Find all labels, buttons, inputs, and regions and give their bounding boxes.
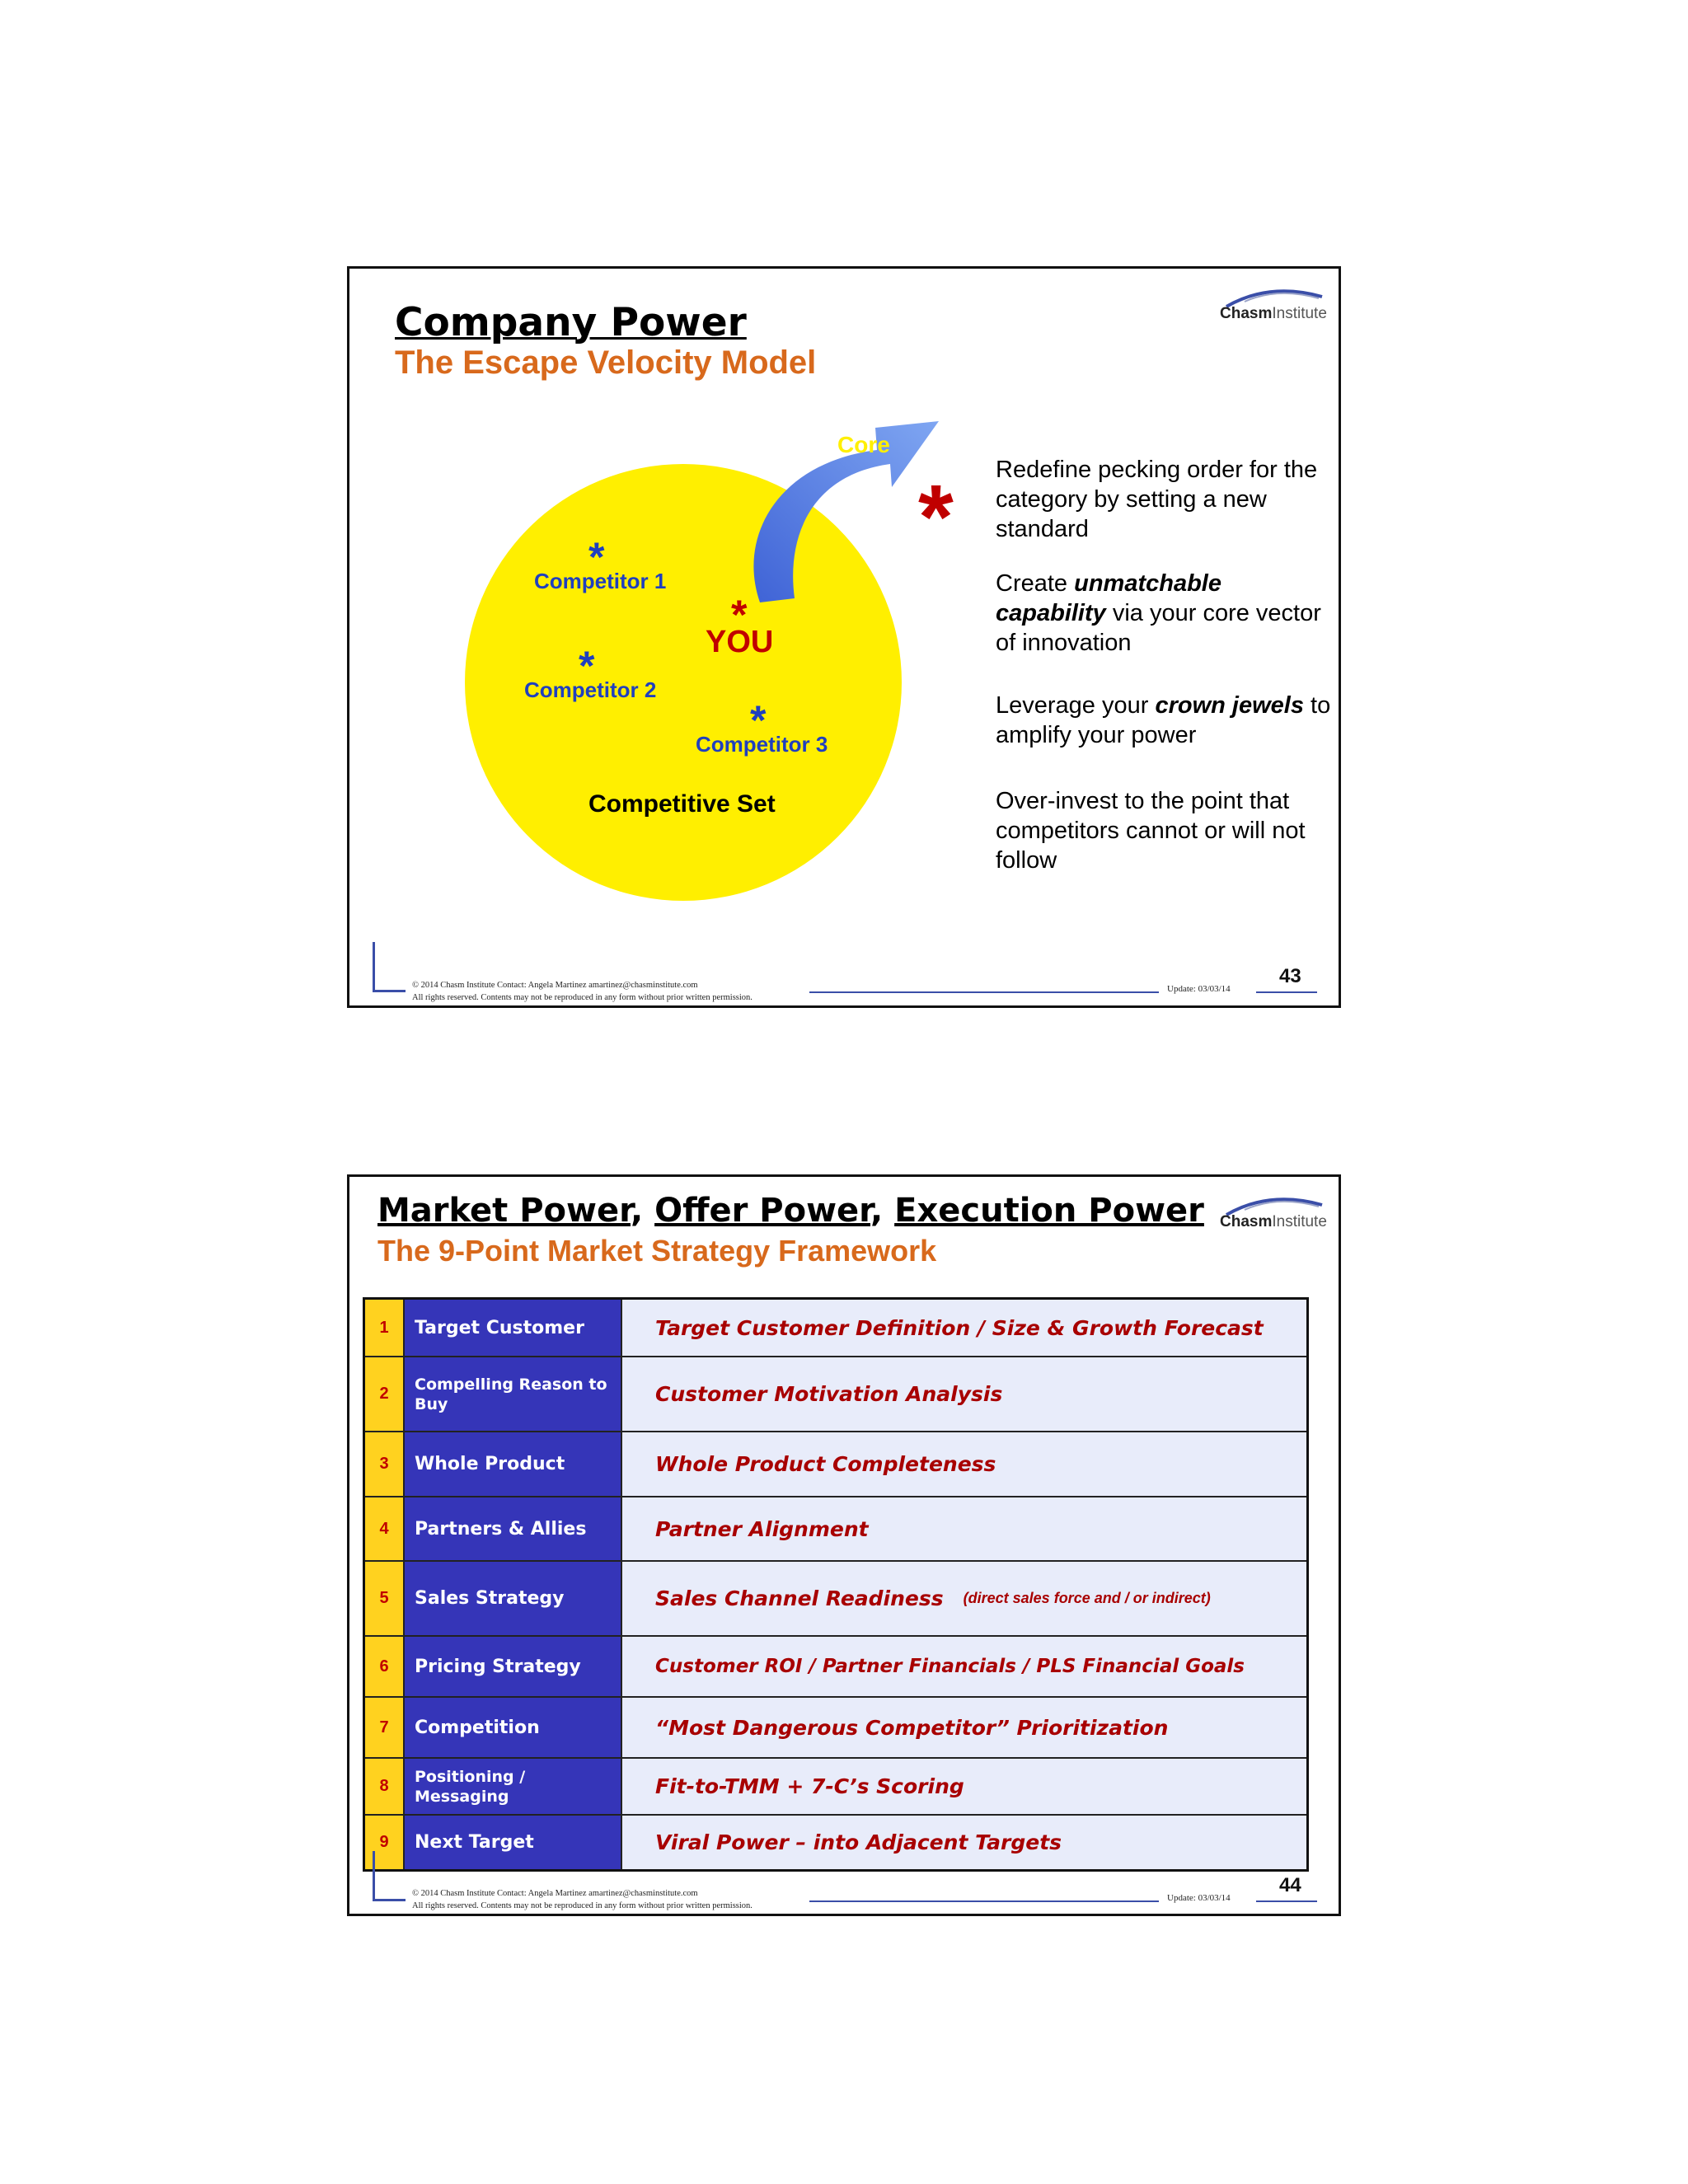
red-star-icon: * bbox=[918, 466, 954, 568]
competitor2-star-icon: * bbox=[579, 643, 595, 689]
competitor1-label: Competitor 1 bbox=[534, 569, 667, 593]
core-label: Core bbox=[837, 432, 890, 457]
competitive-set-label: Competitive Set bbox=[588, 790, 776, 818]
bullet-unmatchable: Create unmatchable capability via your core vector of innovation bbox=[996, 570, 1321, 656]
table-row bbox=[365, 1497, 1306, 1562]
logo-text-light: Institute bbox=[1272, 1213, 1327, 1230]
row-label: Competition bbox=[405, 1698, 622, 1757]
footer-update-date: Update: 03/03/14 bbox=[1167, 984, 1231, 994]
row-label: Compelling Reason to Buy bbox=[405, 1357, 622, 1431]
page-title: Company Power bbox=[395, 300, 747, 345]
row-description: Sales Channel Readiness (direct sales force and / or indirect) bbox=[622, 1562, 1306, 1635]
slide-market-strategy bbox=[347, 1174, 1341, 1916]
row-label: Positioning / Messaging bbox=[405, 1759, 622, 1814]
row-description: “Most Dangerous Competitor” Prioritization bbox=[622, 1698, 1306, 1757]
logo-text-bold: Chasm bbox=[1220, 1213, 1273, 1230]
row-note: (direct sales force and / or indirect) bbox=[963, 1590, 1211, 1606]
row-number: 7 bbox=[365, 1698, 405, 1757]
competitor3-star-icon: * bbox=[750, 697, 767, 743]
table-row bbox=[365, 1357, 1306, 1432]
table-row bbox=[365, 1562, 1306, 1637]
bullet-over-invest: Over-invest to the point that competitors cannot or will not follow bbox=[996, 788, 1306, 874]
logo-text-light: Institute bbox=[1272, 305, 1327, 322]
footer-rule bbox=[809, 991, 1159, 993]
chasm-institute-logo bbox=[1220, 1193, 1327, 1236]
row-description: Customer ROI / Partner Financials / PLS Financial Goals bbox=[622, 1637, 1306, 1696]
logo-text-bold: Chasm bbox=[1220, 305, 1273, 322]
row-description: Customer Motivation Analysis bbox=[622, 1357, 1306, 1431]
row-description: Partner Alignment bbox=[622, 1497, 1306, 1560]
table-row bbox=[365, 1698, 1306, 1759]
footer-bracket-base bbox=[373, 1899, 406, 1901]
row-label: Partners & Allies bbox=[405, 1497, 622, 1560]
table-row bbox=[365, 1816, 1306, 1869]
footer-copyright: © 2014 Chasm Institute Contact: Angela Martinez amartinez@chasminstitute.com All rights reserved. Contents may not be reproduced in any form without prior written permission. bbox=[412, 1889, 753, 1910]
table-row bbox=[365, 1432, 1306, 1497]
footer-bracket-base bbox=[373, 990, 406, 992]
footer-bracket bbox=[373, 942, 375, 991]
bullet-redefine: Redefine pecking order for the category by setting a new standard bbox=[996, 457, 1318, 542]
row-description: Target Customer Definition / Size & Growth Forecast bbox=[622, 1300, 1306, 1356]
row-number: 2 bbox=[365, 1357, 405, 1431]
row-number: 5 bbox=[365, 1562, 405, 1635]
row-number: 6 bbox=[365, 1637, 405, 1696]
footer-bracket bbox=[373, 1851, 375, 1900]
page-title: Market Power, Offer Power, Execution Power bbox=[377, 1192, 1204, 1230]
row-label: Pricing Strategy bbox=[405, 1637, 622, 1696]
row-number: 8 bbox=[365, 1759, 405, 1814]
table-row bbox=[365, 1759, 1306, 1816]
footer-rule-right bbox=[1256, 1900, 1317, 1902]
chasm-institute-logo bbox=[1220, 285, 1327, 328]
table-row bbox=[365, 1300, 1306, 1357]
footer-rule-right bbox=[1256, 991, 1317, 993]
page-subtitle: The Escape Velocity Model bbox=[395, 344, 817, 381]
row-label: Sales Strategy bbox=[405, 1562, 622, 1635]
page-number: 43 bbox=[1279, 965, 1301, 987]
row-number: 4 bbox=[365, 1497, 405, 1560]
row-description: Viral Power – into Adjacent Targets bbox=[622, 1816, 1306, 1869]
strategy-framework-table bbox=[363, 1297, 1309, 1872]
page-subtitle: The 9-Point Market Strategy Framework bbox=[377, 1234, 937, 1268]
competitor2-label: Competitor 2 bbox=[524, 677, 657, 702]
competitor3-label: Competitor 3 bbox=[696, 732, 828, 757]
you-star-icon: * bbox=[731, 592, 748, 638]
slide-company-power bbox=[347, 266, 1341, 1008]
footer-rule bbox=[809, 1900, 1159, 1902]
table-row bbox=[365, 1637, 1306, 1698]
row-description: Whole Product Completeness bbox=[622, 1432, 1306, 1496]
row-label: Whole Product bbox=[405, 1432, 622, 1496]
competitor1-star-icon: * bbox=[588, 534, 605, 580]
footer-update-date: Update: 03/03/14 bbox=[1167, 1893, 1231, 1903]
row-number: 9 bbox=[365, 1816, 405, 1869]
page-number: 44 bbox=[1279, 1874, 1301, 1896]
row-number: 1 bbox=[365, 1300, 405, 1356]
row-description: Fit-to-TMM + 7-C’s Scoring bbox=[622, 1759, 1306, 1814]
row-label: Next Target bbox=[405, 1816, 622, 1869]
row-label: Target Customer bbox=[405, 1300, 622, 1356]
row-number: 3 bbox=[365, 1432, 405, 1496]
bullet-crown-jewels: Leverage your crown jewels to amplify your power bbox=[996, 692, 1331, 748]
footer-copyright: © 2014 Chasm Institute Contact: Angela Martinez amartinez@chasminstitute.com All rights reserved. Contents may not be reproduced in any form without prior written permission. bbox=[412, 981, 753, 1002]
core-arrow-icon bbox=[687, 413, 951, 611]
you-label: YOU bbox=[706, 625, 774, 659]
